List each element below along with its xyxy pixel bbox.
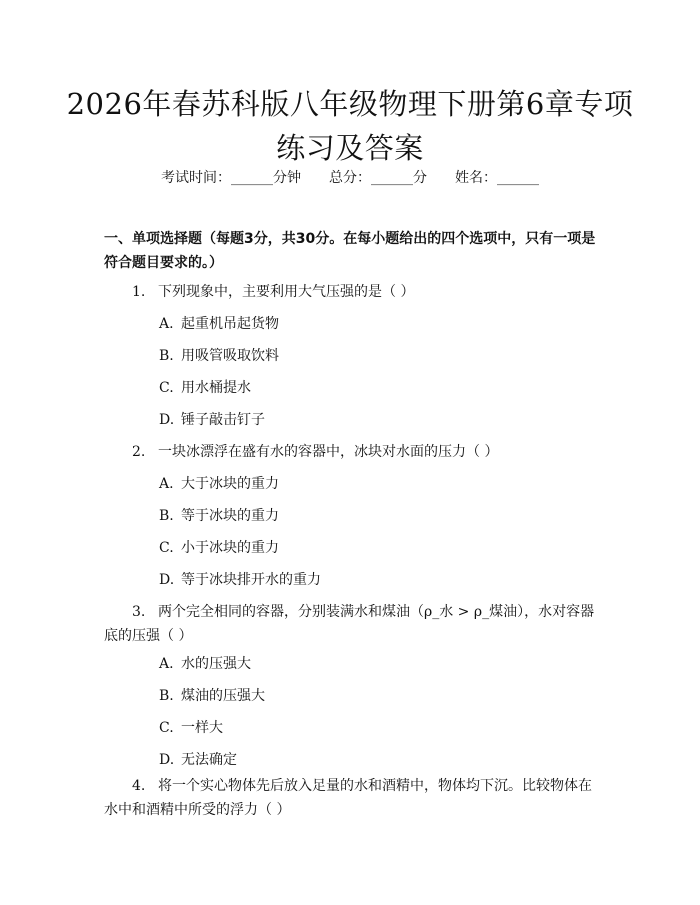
question-stem: 下列现象中，主要利用大气压强的是（ ） [158,284,415,300]
option-letter: C. [159,380,174,396]
option-text: 用吸管吸取饮料 [181,348,279,364]
option-text: 水的压强大 [181,656,251,672]
option-text: 等于冰块的重力 [181,508,279,524]
option [159,506,279,526]
option-text: 起重机吊起货物 [181,316,279,332]
option-letter: A. [159,656,174,672]
question-4 [104,774,604,822]
option-letter: B. [159,508,174,524]
option [159,346,279,366]
option-text: 无法确定 [181,752,237,768]
exam-time-field: 考试时间：______分钟 [161,170,301,186]
option [159,750,237,770]
option [159,474,279,494]
option-letter: A. [159,316,174,332]
option-letter: B. [159,688,174,704]
option-text: 等于冰块排开水的重力 [181,572,321,588]
option [159,654,251,674]
section-heading: 一、单项选择题（每题3分，共30分。在每小题给出的四个选项中，只有一项是符合题目要求的。） [104,231,596,271]
question-stem: 将一个实心物体先后放入足量的水和酒精中，物体均下沉。比较物体在水中和酒精中所受的浮力（ ） [104,778,592,818]
option-letter: C. [159,720,174,736]
option [159,314,279,334]
option-letter: D. [159,752,175,768]
option-text: 大于冰块的重力 [181,476,279,492]
option-letter: D. [159,412,175,428]
question-number: 2. [132,444,146,460]
option-letter: A. [159,476,174,492]
question-number: 1. [132,284,146,300]
option-letter: C. [159,540,174,556]
option [159,378,251,398]
option [159,686,265,706]
option [159,410,265,430]
question-3 [104,600,604,648]
option [159,570,321,590]
question-number: 3. [132,604,146,620]
total-score-field: 总分：______分 [329,170,427,186]
question-1 [104,280,604,304]
option-text: 一样大 [181,720,223,736]
option [159,718,223,738]
question-stem: 一块冰漂浮在盛有水的容器中，冰块对水面的压力（ ） [158,444,499,460]
option-letter: D. [159,572,175,588]
question-stem: 两个完全相同的容器，分别装满水和煤油（ρ_水 > ρ_煤油），水对容器底的压强（ ） [104,604,595,644]
option-letter: B. [159,348,174,364]
option-text: 用水桶提水 [181,380,251,396]
option-text: 锤子敲击钉子 [181,412,265,428]
document-title: 2026年春苏科版八年级物理下册第6章专项练习及答案 [66,87,634,165]
question-2 [104,440,604,464]
student-name-field: 姓名：______ [455,170,539,186]
option-text: 煤油的压强大 [181,688,265,704]
question-number: 4. [132,778,146,794]
option-text: 小于冰块的重力 [181,540,279,556]
exam-meta [0,168,700,188]
option [159,538,279,558]
